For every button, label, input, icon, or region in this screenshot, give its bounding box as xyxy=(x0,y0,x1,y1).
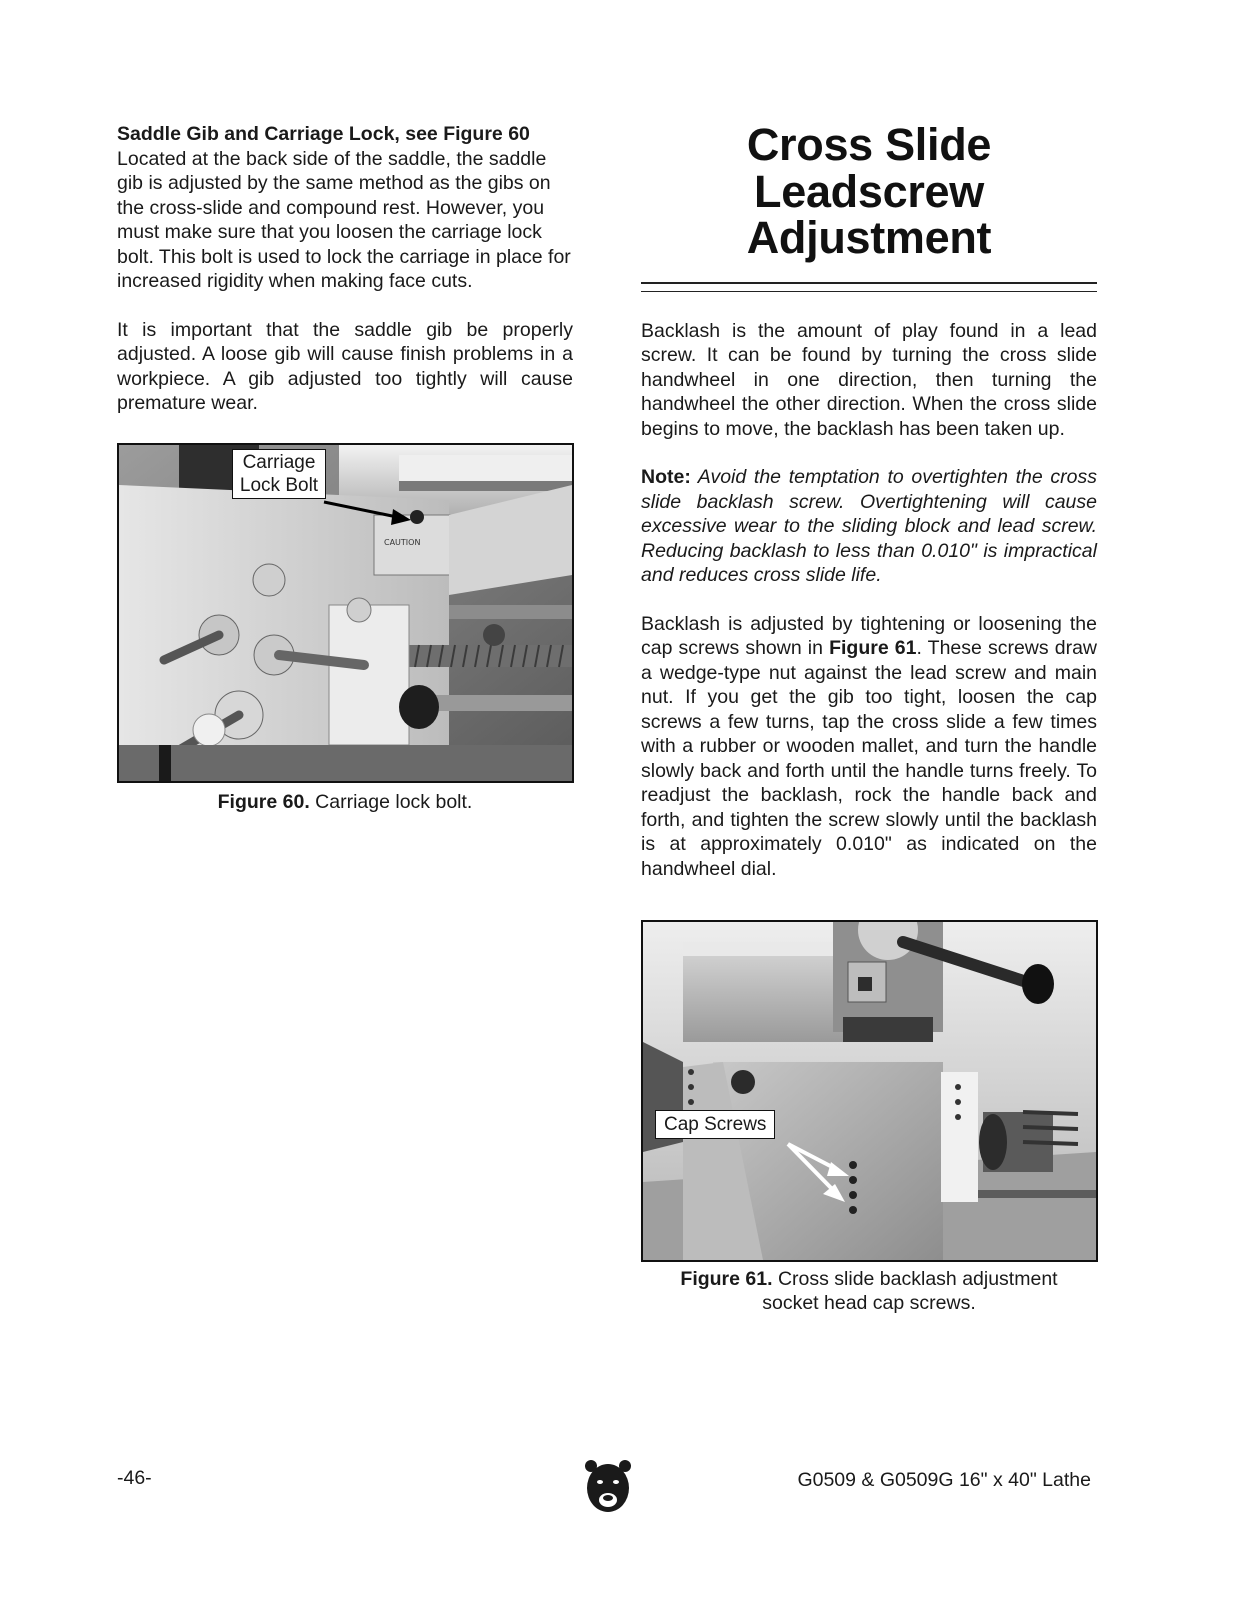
figure-61-caption xyxy=(641,1267,1097,1315)
bear-head-icon xyxy=(584,1454,632,1514)
para3-part1: Backlash is adjusted by tightening or loosening the cap screws shown in xyxy=(641,612,1097,659)
svg-text:CAUTION: CAUTION xyxy=(384,538,421,547)
figure-61-label: Figure 61. xyxy=(680,1268,773,1290)
gib-adjustment-paragraph: It is important that the saddle gib be properly adjusted. A loose gib will cause finish problems in a workpiece. A gib adjusted too tightly will cause premature wear. xyxy=(117,318,573,414)
figure-60-label: Figure 60. xyxy=(217,791,310,813)
title-divider xyxy=(641,282,1097,292)
left-column xyxy=(117,122,573,416)
para3-part2: . These screws draw a wedge-type nut against the lead screw and main nut. If you get the gib too tight, loosen the cap screws a few turns, tap the cross slide a few times with a rubber or wooden mallet, and turn the handle slowly back and forth until the handle turns freely. To readjust the backlash, rock the handle back and forth, and tighten the screw slowly until the backlash is at approximately 0.010" as indicated on the handwheel dial. xyxy=(641,637,1098,880)
cross-slide-illustration xyxy=(643,922,1096,1260)
page-number: -46- xyxy=(117,1467,152,1489)
figure-61-text: Cross slide backlash adjustment xyxy=(772,1268,1058,1290)
figure-61-photo xyxy=(641,920,1098,1262)
note-label: Note: xyxy=(641,466,691,488)
callout-line-1: Carriage xyxy=(242,452,316,473)
saddle-gib-paragraph: Located at the back side of the saddle, the saddle gib is adjusted by the same method as the gibs on the cross-slide and compound rest. However, you must make sure that you loosen the carriage lock bolt. This bolt is used to lock the carriage in place for increased rigidity when making face cuts. xyxy=(117,147,571,292)
backlash-adjustment-paragraph xyxy=(641,612,1097,882)
carriage-lock-bolt-callout xyxy=(232,449,326,499)
title-line-2: Leadscrew xyxy=(754,165,984,217)
figure-60-caption xyxy=(117,790,573,814)
title-line-3: Adjustment xyxy=(746,212,992,263)
right-column xyxy=(641,119,1098,881)
figure-61-reference: Figure 61 xyxy=(829,637,917,659)
carriage-lathe-illustration xyxy=(119,445,572,781)
figure-60-text: Carriage lock bolt. xyxy=(309,791,473,813)
cap-screws-callout: Cap Screws xyxy=(655,1110,775,1139)
section-heading: Saddle Gib and Carriage Lock, see Figure 60 xyxy=(117,123,530,145)
figure-61-text-line-2: socket head cap screws. xyxy=(762,1292,976,1314)
title-line-1: Cross Slide xyxy=(746,119,992,170)
note-text: Avoid the temptation to overtighten the cross slide backlash screw. Overtightening will cause excessive wear to the sliding block and lead screw. Reducing backlash to less than 0.010" is impractical and reduces cross slide life. xyxy=(641,466,1097,586)
page-title xyxy=(641,119,1097,263)
note-paragraph xyxy=(641,465,1097,588)
callout-line-2: Lock Bolt xyxy=(239,475,319,496)
backlash-definition-paragraph: Backlash is the amount of play found in a lead screw. It can be found by turning the cross slide handwheel in one direction, then turning the handwheel the other direction. When the cross slide begins to move, the backlash has been taken up. xyxy=(641,319,1097,440)
figure-60-photo xyxy=(117,443,574,783)
model-name: G0509 & G0509G 16" x 40" Lathe xyxy=(797,1469,1091,1491)
